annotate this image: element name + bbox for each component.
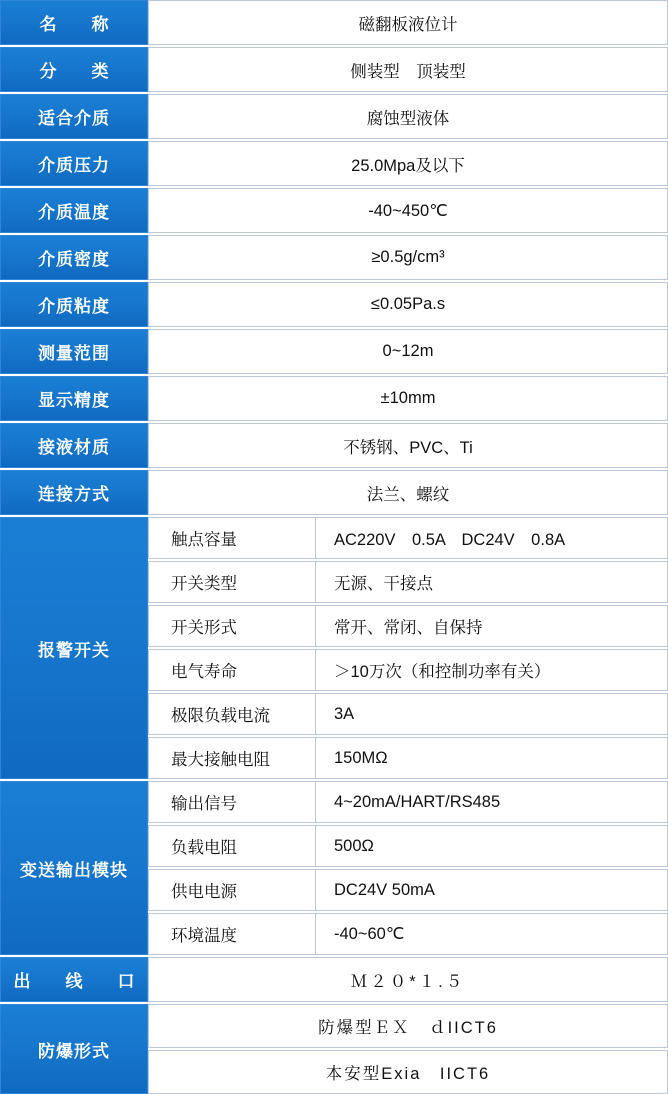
sub-label: 触点容量 (148, 517, 316, 559)
row-label: 介质压力 (0, 141, 148, 186)
group-label: 报警开关 (0, 517, 148, 779)
table-row (148, 561, 668, 603)
row-value: -40~450℃ (148, 188, 668, 233)
sub-value: -40~60℃ (316, 913, 668, 955)
group-label: 防爆形式 (0, 1004, 148, 1094)
row-label: 接液材质 (0, 423, 148, 468)
row-value: 本安型Exia IICT6 (148, 1050, 668, 1094)
row-label: 介质粘度 (0, 282, 148, 327)
table-row (0, 376, 668, 421)
table-row (0, 235, 668, 280)
row-value: 法兰、螺纹 (148, 470, 668, 515)
row-value: 侧装型 顶装型 (148, 47, 668, 92)
sub-value: 3A (316, 693, 668, 735)
row-value: 25.0Mpa及以下 (148, 141, 668, 186)
sub-label: 负载电阻 (148, 825, 316, 867)
table-row (0, 329, 668, 374)
row-value: 磁翻板液位计 (148, 0, 668, 45)
sub-value: AC220V 0.5A DC24V 0.8A (316, 517, 668, 559)
sub-label: 极限负载电流 (148, 693, 316, 735)
row-value: ≤0.05Pa.s (148, 282, 668, 327)
sub-value: 500Ω (316, 825, 668, 867)
table-row (148, 517, 668, 559)
row-label: 介质温度 (0, 188, 148, 233)
transmitter-module-group (0, 781, 668, 955)
sub-label: 开关类型 (148, 561, 316, 603)
table-row-outlet (0, 957, 668, 1002)
table-row (0, 141, 668, 186)
row-value: 腐蚀型液体 (148, 94, 668, 139)
row-label: 适合介质 (0, 94, 148, 139)
row-value: 0~12m (148, 329, 668, 374)
row-value: ±10mm (148, 376, 668, 421)
row-label: 连接方式 (0, 470, 148, 515)
table-row (148, 605, 668, 647)
table-row (0, 282, 668, 327)
table-row (0, 423, 668, 468)
table-row (0, 0, 668, 45)
table-row (148, 913, 668, 955)
row-label: 分 类 (0, 47, 148, 92)
row-value: Ｍ２０*１.５ (148, 957, 668, 1002)
table-row (148, 781, 668, 823)
group-body (148, 781, 668, 955)
sub-label: 输出信号 (148, 781, 316, 823)
sub-label: 开关形式 (148, 605, 316, 647)
sub-value: 无源、干接点 (316, 561, 668, 603)
table-row (148, 869, 668, 911)
explosion-proof-group (0, 1004, 668, 1094)
row-value: 防爆型ＥＸ ｄIICT6 (148, 1004, 668, 1048)
sub-value: 150MΩ (316, 737, 668, 779)
group-label: 变送输出模块 (0, 781, 148, 955)
table-row (148, 737, 668, 779)
row-label: 显示精度 (0, 376, 148, 421)
row-label: 名 称 (0, 0, 148, 45)
row-label: 出 线 口 (0, 957, 148, 1002)
alarm-switch-group (0, 517, 668, 779)
group-body (148, 1004, 668, 1094)
sub-label: 最大接触电阻 (148, 737, 316, 779)
row-value: ≥0.5g/cm³ (148, 235, 668, 280)
table-row (0, 94, 668, 139)
table-row (0, 188, 668, 233)
sub-value: DC24V 50mA (316, 869, 668, 911)
table-row (0, 470, 668, 515)
sub-value: 4~20mA/HART/RS485 (316, 781, 668, 823)
table-row (148, 825, 668, 867)
row-label: 测量范围 (0, 329, 148, 374)
sub-label: 电气寿命 (148, 649, 316, 691)
sub-label: 环境温度 (148, 913, 316, 955)
sub-value: 常开、常闭、自保持 (316, 605, 668, 647)
table-row (148, 693, 668, 735)
table-row (148, 649, 668, 691)
row-value: 不锈钢、PVC、Ti (148, 423, 668, 468)
sub-label: 供电电源 (148, 869, 316, 911)
table-row (0, 47, 668, 92)
sub-value: ＞10万次（和控制功率有关） (316, 649, 668, 691)
row-label: 介质密度 (0, 235, 148, 280)
group-body (148, 517, 668, 779)
